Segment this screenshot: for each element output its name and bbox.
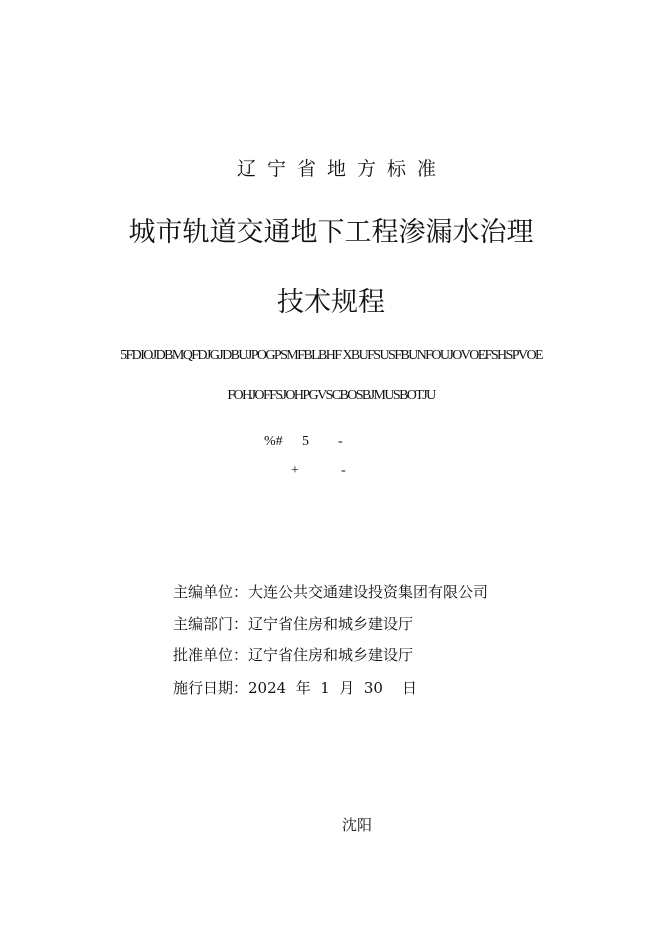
code-dash: -	[341, 463, 346, 478]
publisher-city: 沈阳	[341, 816, 372, 834]
editor-unit: 主编单位：大连公共交通建设投资集团有限公司	[173, 583, 489, 601]
english-title-line-1: 5FDIOJDBMQFDJGJDBUJPOGPSMFBLBHF XBUFSUSFBUNFOUJOVOEFSHSPVOE	[120, 348, 542, 363]
approval-unit: 批准单位：辽宁省住房和城乡建设厅	[173, 646, 414, 664]
editor-department: 主编部门：辽宁省住房和城乡建设厅	[173, 615, 414, 633]
document-title-line-1: 城市轨道交通地下工程渗漏水治理	[128, 217, 534, 248]
effective-date: 施行日期：2024 年 1 月 30 日	[173, 679, 418, 697]
code-prefix: %#	[264, 434, 283, 449]
code-plus: +	[291, 463, 299, 478]
code-number: 5	[302, 434, 309, 449]
english-title-line-2: FOHJOFFSJOHPGVSCBOSBJMUSBOTJU	[227, 388, 435, 403]
standard-code-line-2	[291, 463, 346, 479]
standard-code-line-1	[264, 434, 343, 450]
code-dash: -	[338, 434, 343, 449]
document-title-line-2: 技术规程	[277, 287, 385, 318]
standard-type-heading: 辽宁省地方标准	[236, 158, 447, 180]
